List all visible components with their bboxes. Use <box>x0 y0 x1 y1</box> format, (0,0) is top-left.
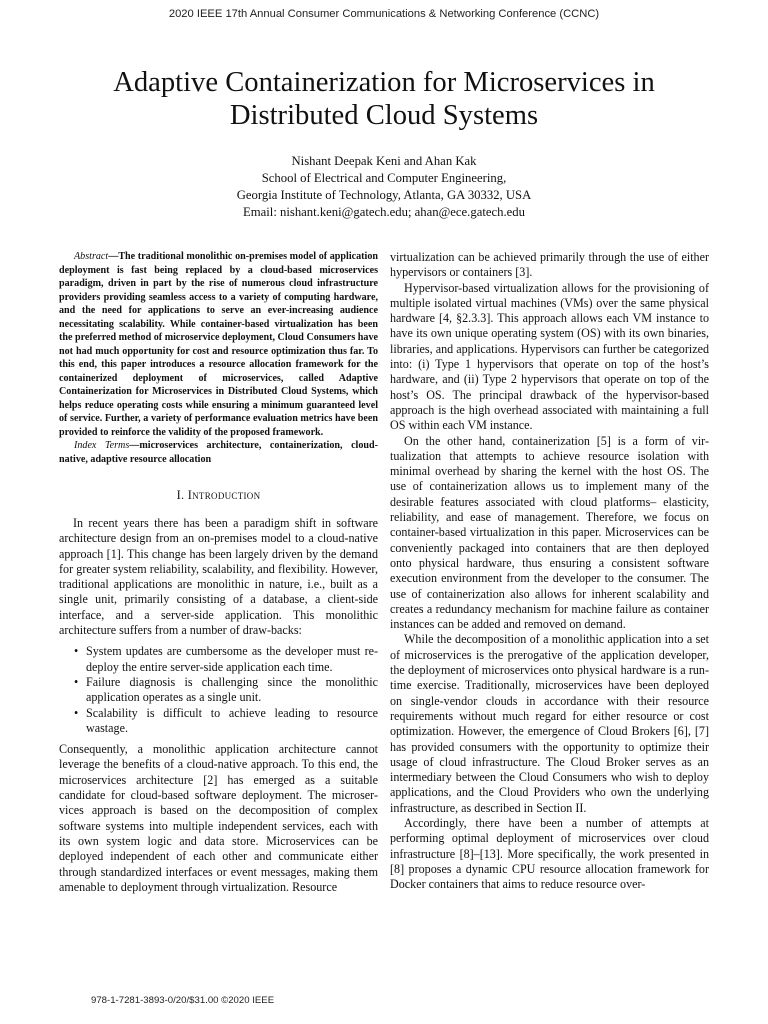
index-terms-text: —microservices architecture, containerization, cloud-native, adaptive resource allocation <box>59 440 378 465</box>
section-title: Introduction <box>187 488 261 502</box>
right-paragraph-5: Accordingly, there have been a number of attempts at performing optimal deployment of microservices over cloud infrastructure [8]–[13]. More specifically, the work presented in [8] proposes a dynamic CPU resource allocation framework for Docker containers that aims to reduce resource over- <box>390 815 709 892</box>
right-paragraph-4: While the decomposition of a monolithic application into a set of microservices is the prerogative of the application developer, the deployment of microservices onto physical hardware is a run-time exercise. Traditionally, microservices have been deployed on single-vendor clouds in accordance with their resource requirements without much regard for either resource or cost optimization. However, the emergence of Cloud Brokers [6], [7] has provided consumers with the opportunity to optimize their usage of cloud infrastructure. The Cloud Broker serves as an intermediary between the Cloud Consumers who wish to deploy applications, and the Cloud Providers who own the underlying infrastructure, as described in Section II. <box>390 632 709 815</box>
paper-title-line-1: Adaptive Containerization for Microservices in <box>113 67 655 98</box>
list-item <box>74 705 378 737</box>
index-terms-label: Index Terms <box>74 440 130 451</box>
list-item-text: System updates are cumbersome as the developer must re-deploy the entire server-side application each time. <box>86 644 378 674</box>
bullet-icon: • <box>74 644 79 659</box>
abstract-label: Abstract <box>74 251 109 262</box>
author-institution: Georgia Institute of Technology, Atlanta, GA 30332, USA <box>236 188 532 202</box>
abstract-paragraph <box>59 250 378 439</box>
list-item-text: Failure diagnosis is challenging since the monolithic application operates as a single unit. <box>86 674 378 705</box>
section-number: I. <box>176 488 188 502</box>
intro-paragraph-1: In recent years there has been a paradigm shift in software architecture design from an on-premises model to a cloud-native approach [1]. This change has been largely driven by the demand for greater system reliability, scalability, and flexibility. However, traditional applications are monolithic in nature, i.e., built as a single unit, primarily consisting of a database, a client-side interface, and a server-side application. This monolithic architecture suffers from a number of draw-backs: <box>59 516 378 638</box>
author-email: Email: nishant.keni@gatech.edu; ahan@ece.gatech.edu <box>243 205 525 219</box>
list-item-text: Scalability is difficult to achieve leading to resource wastage. <box>86 705 378 735</box>
list-item <box>74 674 378 706</box>
author-department: School of Electrical and Computer Engineering, <box>261 171 507 185</box>
conference-header: 2020 IEEE 17th Annual Consumer Communications & Networking Conference (CCNC) <box>168 8 600 20</box>
abstract-text: —The traditional monolithic on-premises model of application deployment is fast being replaced by a cloud-based microservices paradigm, driven in part by the rise of numerous cloud infrastructure providers providing seamless access to a variety of computing hardware, and the need for applications to serve an ever-increasing audience necessitating scalability. While container-based virtualization has been the preferred method of microservice deployment, Cloud Consumers have not had much opportunity for cost and resource optimization thus far. To this end, this paper introduces a resource allocation framework for the containerized deployment of microservices, called Adaptive Containerization for Microservices in Distributed Cloud Systems, which helps reduce operating costs while ensuring a minimum guaranteed level of service. Further, a variety of performance evaluation metrics have been provided to reinforce the validity of the proposed framework. <box>59 251 378 438</box>
right-paragraph-3: On the other hand, containerization [5] is a form of vir-tualization that attempts to achieve resource isolation with minimal overhead by sharing the kernel with the host OS. The use of containerization allows us to implement many of the desirable features associated with cloud platforms– elasticity, reliability, and ease of management. Therefore, we focus on container-based virtualization in this paper. Microservices can be conveniently packaged into containers that are then deployed onto physical hardware, thus ensuring a consistent software execution environment from the developer to the consumer. The use of containerization also allows for inherent scalability and creates a redundancy mechanism for machine failure as container instances can be added and removed on demand. <box>390 433 709 632</box>
author-block <box>60 153 708 221</box>
left-column <box>59 250 378 895</box>
right-column <box>390 250 709 892</box>
drawbacks-list <box>59 644 378 736</box>
section-heading-introduction <box>59 488 378 503</box>
author-names: Nishant Deepak Keni and Ahan Kak <box>291 154 477 168</box>
bullet-icon: • <box>74 705 79 720</box>
list-item <box>74 644 378 675</box>
bullet-icon: • <box>74 674 79 689</box>
index-terms <box>59 439 378 466</box>
paper-title <box>60 66 708 132</box>
intro-paragraph-2: Consequently, a monolithic application architecture cannot leverage the benefits of a cloud-native approach. To this end, the microservices architecture [2] has emerged as a suitable candidate for cloud-based software deployment. The microser-vices approach is based on the decomposition of complex software systems into multiple independent services, each with its own system logic and data store. Microservices can be deployed independent of each other and communicate either through standardized interfaces or event messages, making them amenable to deployment through virtualization. Resource <box>59 742 378 894</box>
paper-title-line-2: Distributed Cloud Systems <box>229 100 539 131</box>
copyright-footer: 978-1-7281-3893-0/20/$31.00 ©2020 IEEE <box>91 995 275 1006</box>
right-paragraph-1: virtualization can be achieved primarily through the use of either hypervisors or containers [3]. <box>390 250 709 280</box>
abstract <box>59 250 378 466</box>
right-paragraph-2: Hypervisor-based virtualization allows for the provisioning of multiple isolated virtual machines (VMs) over the same physical hardware [4, §2.3.3]. This approach allows each VM instance to have its own unique operating system (OS) with its own binaries, libraries, and applications. Hypervisors can further be categorized into: (i) Type 1 hypervisors that operate on top of the host’s hardware, and (ii) Type 2 hypervisors that operate on top of the host’s OS. The principal drawback of the hypervisor-based approach is the high overhead associated with maintaining a full OS within each VM instance. <box>390 280 709 433</box>
